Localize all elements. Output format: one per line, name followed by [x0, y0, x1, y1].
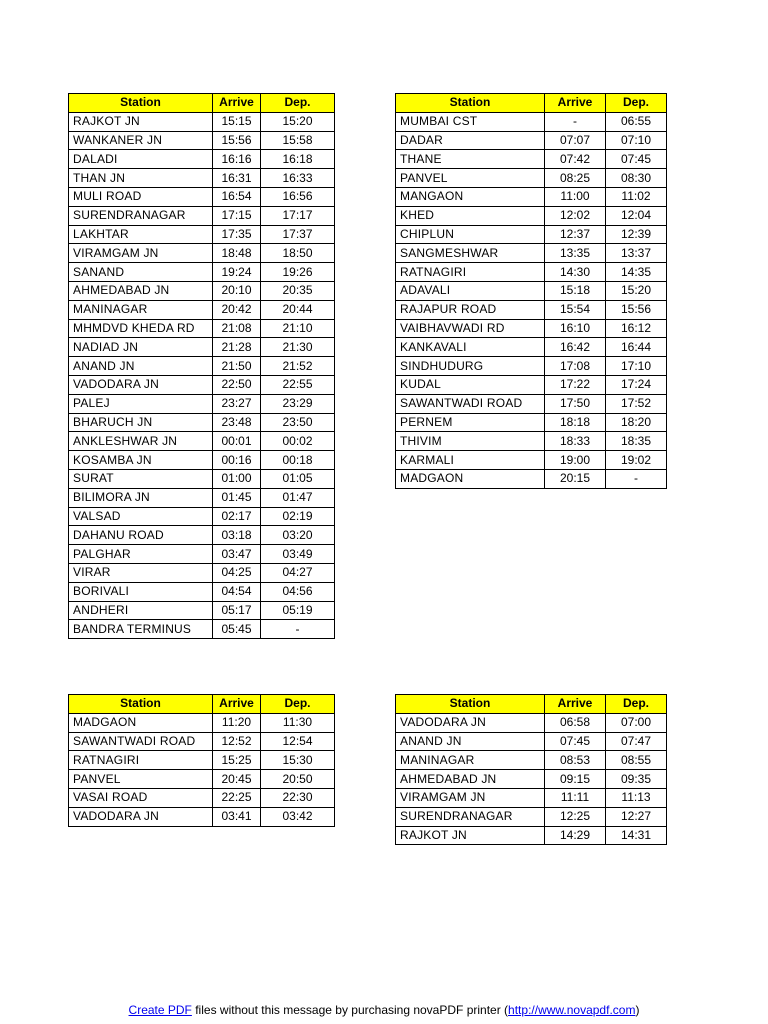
- table-row: [69, 187, 335, 206]
- station-cell: MADGAON: [69, 713, 213, 732]
- table-row: [396, 826, 667, 845]
- dep-cell: 15:58: [261, 131, 335, 150]
- table-row: [69, 507, 335, 526]
- dep-cell: -: [261, 620, 335, 639]
- arrive-cell: 03:18: [213, 526, 261, 545]
- table-row: [396, 732, 667, 751]
- table-row: [69, 263, 335, 282]
- station-cell: SURENDRANAGAR: [396, 807, 545, 826]
- timetable-2: [395, 93, 667, 489]
- table-row: [69, 413, 335, 432]
- dep-cell: 04:27: [261, 563, 335, 582]
- station-cell: SAWANTWADI ROAD: [69, 732, 213, 751]
- station-cell: RATNAGIRI: [69, 751, 213, 770]
- dep-cell: 13:37: [606, 244, 667, 263]
- table-row: [69, 732, 335, 751]
- arrive-cell: 03:47: [213, 545, 261, 564]
- table-row: [396, 300, 667, 319]
- arrive-cell: 12:37: [545, 225, 606, 244]
- station-cell: ANAND JN: [69, 357, 213, 376]
- dep-cell: 04:56: [261, 582, 335, 601]
- station-header: Station: [69, 94, 213, 113]
- table-row: [396, 770, 667, 789]
- table-row: [396, 187, 667, 206]
- arrive-cell: 21:28: [213, 338, 261, 357]
- station-cell: SANGMESHWAR: [396, 244, 545, 263]
- timetable-3: [68, 694, 335, 827]
- table-row: [69, 244, 335, 263]
- table-row: [396, 225, 667, 244]
- station-cell: NADIAD JN: [69, 338, 213, 357]
- dep-cell: 15:20: [606, 281, 667, 300]
- arrive-cell: 21:08: [213, 319, 261, 338]
- station-header: Station: [396, 695, 545, 714]
- station-cell: SAWANTWADI ROAD: [396, 394, 545, 413]
- novapdf-link[interactable]: http://www.novapdf.com: [508, 1003, 636, 1017]
- station-cell: MANGAON: [396, 187, 545, 206]
- dep-cell: 00:18: [261, 451, 335, 470]
- arrive-cell: 04:54: [213, 582, 261, 601]
- station-cell: VIRAMGAM JN: [69, 244, 213, 263]
- dep-header: Dep.: [606, 94, 667, 113]
- arrive-cell: 00:01: [213, 432, 261, 451]
- table-row: [69, 807, 335, 826]
- dep-cell: 20:50: [261, 770, 335, 789]
- arrive-cell: 11:00: [545, 187, 606, 206]
- arrive-cell: 15:54: [545, 300, 606, 319]
- dep-cell: 23:50: [261, 413, 335, 432]
- dep-cell: 22:55: [261, 375, 335, 394]
- dep-cell: 15:30: [261, 751, 335, 770]
- dep-cell: 03:20: [261, 526, 335, 545]
- table-row: [396, 469, 667, 488]
- dep-cell: 18:20: [606, 413, 667, 432]
- header-row: [396, 94, 667, 113]
- dep-cell: 20:35: [261, 281, 335, 300]
- arrive-cell: 15:15: [213, 112, 261, 131]
- table-row: [69, 788, 335, 807]
- dep-cell: 16:12: [606, 319, 667, 338]
- station-cell: MANINAGAR: [396, 751, 545, 770]
- station-cell: BORIVALI: [69, 582, 213, 601]
- arrive-cell: 14:29: [545, 826, 606, 845]
- arrive-cell: 22:50: [213, 375, 261, 394]
- dep-cell: 19:26: [261, 263, 335, 282]
- arrive-cell: 13:35: [545, 244, 606, 263]
- table-row: [69, 225, 335, 244]
- table-row: [69, 620, 335, 639]
- table-row: [69, 432, 335, 451]
- table-row: [69, 582, 335, 601]
- table-row: [396, 169, 667, 188]
- arrive-cell: 23:27: [213, 394, 261, 413]
- dep-cell: 02:19: [261, 507, 335, 526]
- table-row: [69, 169, 335, 188]
- arrive-cell: 09:15: [545, 770, 606, 789]
- station-cell: MULI ROAD: [69, 187, 213, 206]
- table-row: [69, 751, 335, 770]
- header-row: [396, 695, 667, 714]
- table-row: [396, 319, 667, 338]
- table-row: [396, 338, 667, 357]
- arrive-cell: 01:00: [213, 469, 261, 488]
- station-cell: BILIMORA JN: [69, 488, 213, 507]
- table-row: [69, 451, 335, 470]
- dep-cell: 20:44: [261, 300, 335, 319]
- arrive-cell: 08:25: [545, 169, 606, 188]
- arrive-header: Arrive: [545, 94, 606, 113]
- station-cell: THAN JN: [69, 169, 213, 188]
- dep-cell: 07:45: [606, 150, 667, 169]
- header-row: [69, 695, 335, 714]
- station-cell: SINDHUDURG: [396, 357, 545, 376]
- footer-text: files without this message by purchasing novaPDF printer (: [191, 1003, 509, 1017]
- arrive-cell: 12:25: [545, 807, 606, 826]
- arrive-cell: 20:45: [213, 770, 261, 789]
- dep-cell: 12:04: [606, 206, 667, 225]
- dep-cell: 01:05: [261, 469, 335, 488]
- header-row: [69, 94, 335, 113]
- station-cell: ANAND JN: [396, 732, 545, 751]
- arrive-cell: 06:58: [545, 713, 606, 732]
- arrive-cell: 23:48: [213, 413, 261, 432]
- arrive-header: Arrive: [213, 94, 261, 113]
- arrive-cell: 16:31: [213, 169, 261, 188]
- table-row: [396, 751, 667, 770]
- station-cell: WANKANER JN: [69, 131, 213, 150]
- arrive-cell: 17:15: [213, 206, 261, 225]
- table-row: [69, 713, 335, 732]
- arrive-cell: 19:24: [213, 263, 261, 282]
- station-cell: BHARUCH JN: [69, 413, 213, 432]
- arrive-cell: 15:25: [213, 751, 261, 770]
- dep-cell: 21:52: [261, 357, 335, 376]
- dep-header: Dep.: [606, 695, 667, 714]
- dep-cell: 17:37: [261, 225, 335, 244]
- station-cell: SURAT: [69, 469, 213, 488]
- dep-cell: 05:19: [261, 601, 335, 620]
- station-cell: VIRAMGAM JN: [396, 788, 545, 807]
- table-row: [69, 206, 335, 225]
- station-cell: VADODARA JN: [69, 807, 213, 826]
- create-pdf-link[interactable]: Create PDF: [128, 1003, 192, 1017]
- arrive-cell: 17:35: [213, 225, 261, 244]
- dep-cell: 21:10: [261, 319, 335, 338]
- arrive-cell: 20:15: [545, 469, 606, 488]
- timetable-4: [395, 694, 667, 845]
- station-cell: PANVEL: [69, 770, 213, 789]
- table-row: [396, 432, 667, 451]
- arrive-cell: 07:45: [545, 732, 606, 751]
- arrive-cell: 07:07: [545, 131, 606, 150]
- station-cell: ADAVALI: [396, 281, 545, 300]
- dep-cell: 07:00: [606, 713, 667, 732]
- station-cell: RAJAPUR ROAD: [396, 300, 545, 319]
- dep-cell: 09:35: [606, 770, 667, 789]
- arrive-cell: 15:56: [213, 131, 261, 150]
- arrive-cell: 22:25: [213, 788, 261, 807]
- dep-cell: 19:02: [606, 451, 667, 470]
- dep-cell: 01:47: [261, 488, 335, 507]
- arrive-cell: 16:42: [545, 338, 606, 357]
- arrive-cell: 16:54: [213, 187, 261, 206]
- station-header: Station: [396, 94, 545, 113]
- table-row: [396, 150, 667, 169]
- station-cell: AHMEDABAD JN: [69, 281, 213, 300]
- station-cell: PANVEL: [396, 169, 545, 188]
- pdf-footer: [0, 1003, 768, 1017]
- station-cell: PALGHAR: [69, 545, 213, 564]
- arrive-cell: 17:50: [545, 394, 606, 413]
- dep-cell: 03:42: [261, 807, 335, 826]
- dep-cell: 22:30: [261, 788, 335, 807]
- dep-header: Dep.: [261, 94, 335, 113]
- station-cell: KHED: [396, 206, 545, 225]
- arrive-cell: -: [545, 112, 606, 131]
- station-cell: SANAND: [69, 263, 213, 282]
- arrive-cell: 01:45: [213, 488, 261, 507]
- station-cell: MADGAON: [396, 469, 545, 488]
- arrive-cell: 07:42: [545, 150, 606, 169]
- dep-cell: 11:13: [606, 788, 667, 807]
- dep-cell: 07:10: [606, 131, 667, 150]
- arrive-cell: 19:00: [545, 451, 606, 470]
- arrive-cell: 17:22: [545, 375, 606, 394]
- station-cell: RAJKOT JN: [69, 112, 213, 131]
- arrive-cell: 05:17: [213, 601, 261, 620]
- table-row: [69, 488, 335, 507]
- dep-cell: -: [606, 469, 667, 488]
- station-cell: VASAI ROAD: [69, 788, 213, 807]
- station-cell: RATNAGIRI: [396, 263, 545, 282]
- dep-cell: 08:30: [606, 169, 667, 188]
- arrive-cell: 05:45: [213, 620, 261, 639]
- arrive-cell: 11:20: [213, 713, 261, 732]
- table-row: [396, 263, 667, 282]
- arrive-cell: 00:16: [213, 451, 261, 470]
- station-cell: AHMEDABAD JN: [396, 770, 545, 789]
- dep-cell: 15:20: [261, 112, 335, 131]
- arrive-cell: 03:41: [213, 807, 261, 826]
- table-row: [69, 112, 335, 131]
- station-cell: CHIPLUN: [396, 225, 545, 244]
- arrive-cell: 18:33: [545, 432, 606, 451]
- table-row: [69, 281, 335, 300]
- table-row: [69, 357, 335, 376]
- station-cell: ANDHERI: [69, 601, 213, 620]
- station-cell: THIVIM: [396, 432, 545, 451]
- arrive-cell: 16:16: [213, 150, 261, 169]
- dep-cell: 17:52: [606, 394, 667, 413]
- timetable-1: [68, 93, 335, 639]
- station-cell: RAJKOT JN: [396, 826, 545, 845]
- table-row: [69, 526, 335, 545]
- station-cell: SURENDRANAGAR: [69, 206, 213, 225]
- table-row: [69, 545, 335, 564]
- table-row: [69, 150, 335, 169]
- arrive-cell: 12:02: [545, 206, 606, 225]
- table-row: [396, 244, 667, 263]
- dep-cell: 18:35: [606, 432, 667, 451]
- table-row: [69, 770, 335, 789]
- station-cell: KARMALI: [396, 451, 545, 470]
- dep-cell: 12:27: [606, 807, 667, 826]
- arrive-cell: 02:17: [213, 507, 261, 526]
- station-cell: LAKHTAR: [69, 225, 213, 244]
- station-cell: MUMBAI CST: [396, 112, 545, 131]
- dep-cell: 14:35: [606, 263, 667, 282]
- table-row: [69, 469, 335, 488]
- station-cell: PERNEM: [396, 413, 545, 432]
- station-cell: VALSAD: [69, 507, 213, 526]
- station-cell: PALEJ: [69, 394, 213, 413]
- table-row: [69, 375, 335, 394]
- table-row: [69, 563, 335, 582]
- arrive-cell: 15:18: [545, 281, 606, 300]
- arrive-cell: 04:25: [213, 563, 261, 582]
- dep-cell: 18:50: [261, 244, 335, 263]
- table-row: [396, 807, 667, 826]
- dep-cell: 07:47: [606, 732, 667, 751]
- arrive-header: Arrive: [545, 695, 606, 714]
- table-row: [396, 413, 667, 432]
- table-row: [396, 394, 667, 413]
- station-cell: VIRAR: [69, 563, 213, 582]
- footer-text-end: ): [635, 1003, 640, 1017]
- dep-cell: 00:02: [261, 432, 335, 451]
- arrive-cell: 14:30: [545, 263, 606, 282]
- table-row: [69, 319, 335, 338]
- table-row: [396, 131, 667, 150]
- station-cell: VADODARA JN: [69, 375, 213, 394]
- dep-cell: 11:02: [606, 187, 667, 206]
- arrive-cell: 16:10: [545, 319, 606, 338]
- dep-cell: 16:44: [606, 338, 667, 357]
- arrive-cell: 18:18: [545, 413, 606, 432]
- dep-cell: 16:33: [261, 169, 335, 188]
- dep-cell: 16:18: [261, 150, 335, 169]
- station-cell: DAHANU ROAD: [69, 526, 213, 545]
- station-cell: THANE: [396, 150, 545, 169]
- station-cell: KUDAL: [396, 375, 545, 394]
- station-cell: DALADI: [69, 150, 213, 169]
- arrive-header: Arrive: [213, 695, 261, 714]
- station-cell: KANKAVALI: [396, 338, 545, 357]
- station-cell: KOSAMBA JN: [69, 451, 213, 470]
- dep-cell: 15:56: [606, 300, 667, 319]
- arrive-cell: 20:10: [213, 281, 261, 300]
- station-cell: ANKLESHWAR JN: [69, 432, 213, 451]
- dep-cell: 11:30: [261, 713, 335, 732]
- station-cell: VADODARA JN: [396, 713, 545, 732]
- dep-cell: 23:29: [261, 394, 335, 413]
- table-row: [69, 131, 335, 150]
- station-cell: VAIBHAVWADI RD: [396, 319, 545, 338]
- station-cell: MHMDVD KHEDA RD: [69, 319, 213, 338]
- table-row: [396, 451, 667, 470]
- table-row: [396, 281, 667, 300]
- dep-cell: 21:30: [261, 338, 335, 357]
- station-cell: BANDRA TERMINUS: [69, 620, 213, 639]
- dep-cell: 12:54: [261, 732, 335, 751]
- arrive-cell: 12:52: [213, 732, 261, 751]
- table-row: [69, 300, 335, 319]
- table-row: [69, 338, 335, 357]
- table-row: [396, 375, 667, 394]
- dep-cell: 12:39: [606, 225, 667, 244]
- dep-cell: 06:55: [606, 112, 667, 131]
- dep-cell: 08:55: [606, 751, 667, 770]
- station-cell: MANINAGAR: [69, 300, 213, 319]
- station-header: Station: [69, 695, 213, 714]
- dep-cell: 17:10: [606, 357, 667, 376]
- arrive-cell: 21:50: [213, 357, 261, 376]
- arrive-cell: 18:48: [213, 244, 261, 263]
- table-row: [396, 788, 667, 807]
- table-row: [396, 206, 667, 225]
- arrive-cell: 20:42: [213, 300, 261, 319]
- arrive-cell: 08:53: [545, 751, 606, 770]
- table-row: [396, 713, 667, 732]
- table-row: [396, 112, 667, 131]
- dep-cell: 03:49: [261, 545, 335, 564]
- table-row: [69, 601, 335, 620]
- arrive-cell: 17:08: [545, 357, 606, 376]
- dep-cell: 17:17: [261, 206, 335, 225]
- arrive-cell: 11:11: [545, 788, 606, 807]
- dep-cell: 14:31: [606, 826, 667, 845]
- table-row: [396, 357, 667, 376]
- dep-header: Dep.: [261, 695, 335, 714]
- table-row: [69, 394, 335, 413]
- station-cell: DADAR: [396, 131, 545, 150]
- dep-cell: 16:56: [261, 187, 335, 206]
- dep-cell: 17:24: [606, 375, 667, 394]
